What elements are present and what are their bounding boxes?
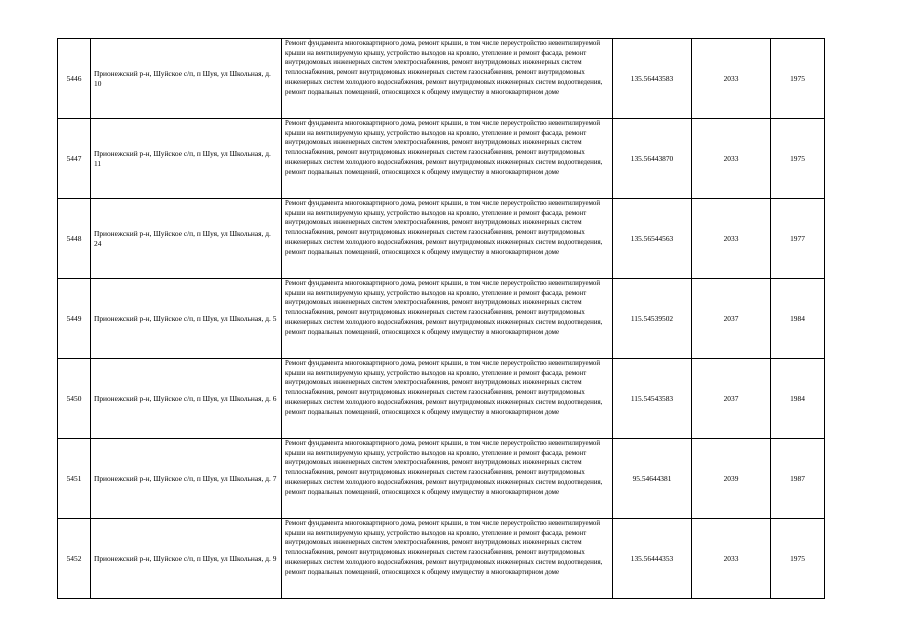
planned-year-cell: 2037 [692,359,771,439]
table-row [58,119,825,199]
planned-year-cell: 2039 [692,439,771,519]
address-cell: Прионежский р-н, Шуйское с/п, п Шуя, ул Школьная, д. 9 [91,519,282,599]
value-cell: 115.54543583 [613,359,692,439]
value-cell: 135.56443870 [613,119,692,199]
table-row [58,519,825,599]
planned-year-cell: 2033 [692,39,771,119]
table-row [58,439,825,519]
row-number: 5449 [58,279,91,359]
value-cell: 95.54644381 [613,439,692,519]
housing-repair-table [57,38,825,599]
work-description-cell: Ремонт фундамента многоквартирного дома, ремонт крыши, в том числе переустройство невентилируемой крыши на вентилируемую крышу, устройство выходов на кровлю, утепление и ремонт фасада, ремонт внутридомовых инженерных систем электроснабжения, ремонт внутридомовых инженерных систем теплоснабжения, ремонт внутридомовых инженерных систем газоснабжения, ремонт внутридомовых инженерных систем холодного водоснабжения, ремонт внутридомовых инженерных систем водоотведения, ремонт подвальных помещений, относящихся к общему имуществу в многоквартирном доме [282,199,613,279]
table-row [58,279,825,359]
value-cell: 135.56443583 [613,39,692,119]
table-row [58,39,825,119]
work-description-cell: Ремонт фундамента многоквартирного дома, ремонт крыши, в том числе переустройство невентилируемой крыши на вентилируемую крышу, устройство выходов на кровлю, утепление и ремонт фасада, ремонт внутридомовых инженерных систем электроснабжения, ремонт внутридомовых инженерных систем теплоснабжения, ремонт внутридомовых инженерных систем газоснабжения, ремонт внутридомовых инженерных систем холодного водоснабжения, ремонт внутридомовых инженерных систем водоотведения, ремонт подвальных помещений, относящихся к общему имуществу в многоквартирном доме [282,359,613,439]
planned-year-cell: 2037 [692,279,771,359]
value-cell: 135.56544563 [613,199,692,279]
built-year-cell: 1984 [771,279,825,359]
row-number: 5448 [58,199,91,279]
planned-year-cell: 2033 [692,199,771,279]
address-cell: Прионежский р-н, Шуйское с/п, п Шуя, ул Школьная, д. 6 [91,359,282,439]
address-cell: Прионежский р-н, Шуйское с/п, п Шуя, ул Школьная, д. 24 [91,199,282,279]
row-number: 5447 [58,119,91,199]
row-number: 5450 [58,359,91,439]
built-year-cell: 1987 [771,439,825,519]
planned-year-cell: 2033 [692,519,771,599]
value-cell: 135.56444353 [613,519,692,599]
work-description-cell: Ремонт фундамента многоквартирного дома, ремонт крыши, в том числе переустройство невентилируемой крыши на вентилируемую крышу, устройство выходов на кровлю, утепление и ремонт фасада, ремонт внутридомовых инженерных систем электроснабжения, ремонт внутридомовых инженерных систем теплоснабжения, ремонт внутридомовых инженерных систем газоснабжения, ремонт внутридомовых инженерных систем холодного водоснабжения, ремонт внутридомовых инженерных систем водоотведения, ремонт подвальных помещений, относящихся к общему имуществу в многоквартирном доме [282,279,613,359]
work-description-cell: Ремонт фундамента многоквартирного дома, ремонт крыши, в том числе переустройство невентилируемой крыши на вентилируемую крышу, устройство выходов на кровлю, утепление и ремонт фасада, ремонт внутридомовых инженерных систем электроснабжения, ремонт внутридомовых инженерных систем теплоснабжения, ремонт внутридомовых инженерных систем газоснабжения, ремонт внутридомовых инженерных систем холодного водоснабжения, ремонт внутридомовых инженерных систем водоотведения, ремонт подвальных помещений, относящихся к общему имуществу в многоквартирном доме [282,519,613,599]
table-row [58,359,825,439]
work-description-cell: Ремонт фундамента многоквартирного дома, ремонт крыши, в том числе переустройство невентилируемой крыши на вентилируемую крышу, устройство выходов на кровлю, утепление и ремонт фасада, ремонт внутридомовых инженерных систем электроснабжения, ремонт внутридомовых инженерных систем теплоснабжения, ремонт внутридомовых инженерных систем газоснабжения, ремонт внутридомовых инженерных систем холодного водоснабжения, ремонт внутридомовых инженерных систем водоотведения, ремонт подвальных помещений, относящихся к общему имуществу в многоквартирном доме [282,39,613,119]
address-cell: Прионежский р-н, Шуйское с/п, п Шуя, ул Школьная, д. 10 [91,39,282,119]
row-number: 5446 [58,39,91,119]
row-number: 5452 [58,519,91,599]
built-year-cell: 1984 [771,359,825,439]
planned-year-cell: 2033 [692,119,771,199]
address-cell: Прионежский р-н, Шуйское с/п, п Шуя, ул Школьная, д. 11 [91,119,282,199]
built-year-cell: 1977 [771,199,825,279]
row-number: 5451 [58,439,91,519]
table-row [58,199,825,279]
built-year-cell: 1975 [771,519,825,599]
work-description-cell: Ремонт фундамента многоквартирного дома, ремонт крыши, в том числе переустройство невентилируемой крыши на вентилируемую крышу, устройство выходов на кровлю, утепление и ремонт фасада, ремонт внутридомовых инженерных систем электроснабжения, ремонт внутридомовых инженерных систем теплоснабжения, ремонт внутридомовых инженерных систем газоснабжения, ремонт внутридомовых инженерных систем холодного водоснабжения, ремонт внутридомовых инженерных систем водоотведения, ремонт подвальных помещений, относящихся к общему имуществу в многоквартирном доме [282,439,613,519]
built-year-cell: 1975 [771,119,825,199]
address-cell: Прионежский р-н, Шуйское с/п, п Шуя, ул Школьная, д. 5 [91,279,282,359]
work-description-cell: Ремонт фундамента многоквартирного дома, ремонт крыши, в том числе переустройство невентилируемой крыши на вентилируемую крышу, устройство выходов на кровлю, утепление и ремонт фасада, ремонт внутридомовых инженерных систем электроснабжения, ремонт внутридомовых инженерных систем теплоснабжения, ремонт внутридомовых инженерных систем газоснабжения, ремонт внутридомовых инженерных систем холодного водоснабжения, ремонт внутридомовых инженерных систем водоотведения, ремонт подвальных помещений, относящихся к общему имуществу в многоквартирном доме [282,119,613,199]
value-cell: 115.54539502 [613,279,692,359]
address-cell: Прионежский р-н, Шуйское с/п, п Шуя, ул Школьная, д. 7 [91,439,282,519]
built-year-cell: 1975 [771,39,825,119]
